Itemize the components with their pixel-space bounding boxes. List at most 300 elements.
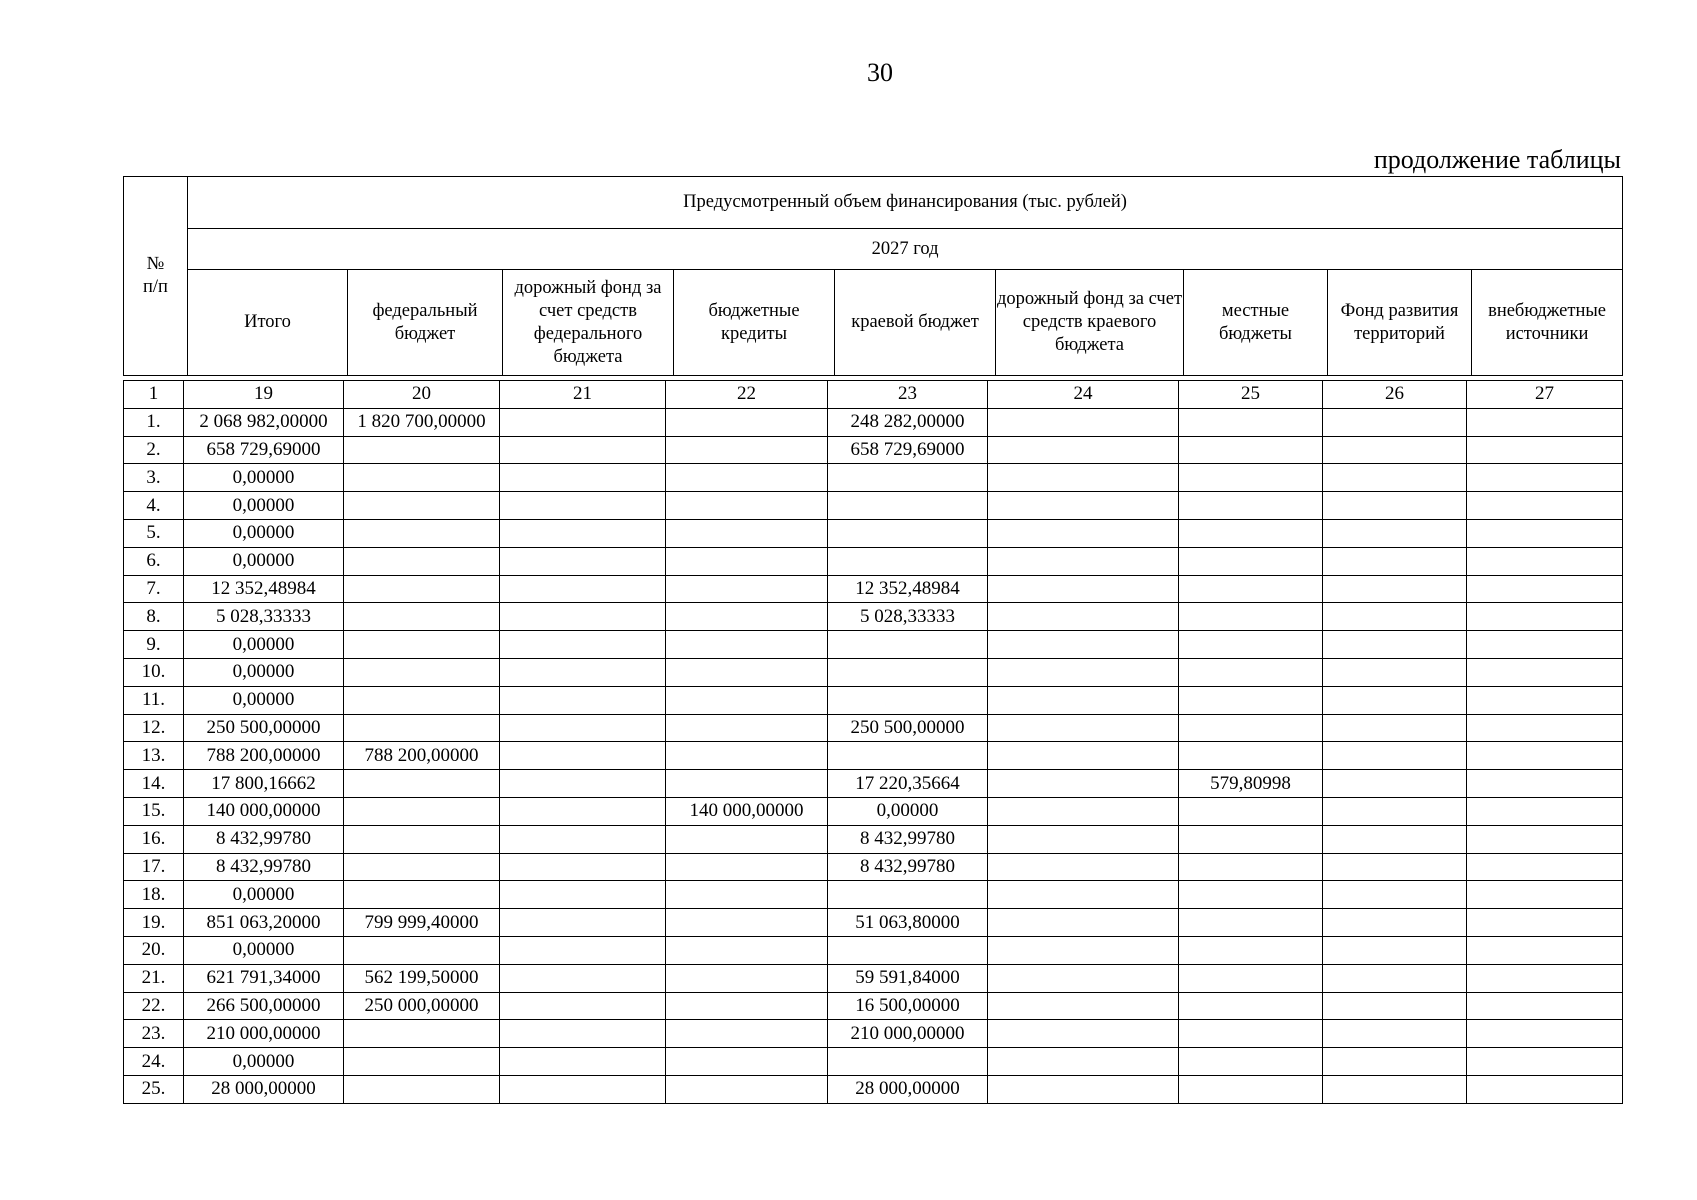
value-cell	[1179, 519, 1323, 547]
value-cell	[344, 1020, 500, 1048]
value-cell	[1179, 686, 1323, 714]
value-cell	[344, 631, 500, 659]
value-cell	[1323, 658, 1467, 686]
value-cell	[1323, 853, 1467, 881]
row-number-cell: 2.	[124, 436, 184, 464]
row-number-cell: 6.	[124, 547, 184, 575]
table-row	[124, 742, 1623, 770]
value-cell: 0,00000	[184, 936, 344, 964]
value-cell	[666, 992, 828, 1020]
value-cell	[666, 631, 828, 659]
value-cell	[1179, 464, 1323, 492]
value-cell	[666, 519, 828, 547]
header-col-local: местные бюджеты	[1184, 270, 1328, 376]
table-row	[124, 1048, 1623, 1076]
value-cell	[500, 992, 666, 1020]
value-cell: 579,80998	[1179, 770, 1323, 798]
value-cell	[344, 797, 500, 825]
value-cell	[500, 436, 666, 464]
value-cell	[828, 742, 988, 770]
value-cell	[828, 519, 988, 547]
value-cell: 250 500,00000	[184, 714, 344, 742]
value-cell	[1323, 770, 1467, 798]
value-cell: 12 352,48984	[184, 575, 344, 603]
value-cell: 5 028,33333	[828, 603, 988, 631]
value-cell	[500, 714, 666, 742]
value-cell: 8 432,99780	[828, 853, 988, 881]
value-cell: 28 000,00000	[184, 1075, 344, 1103]
value-cell: 28 000,00000	[828, 1075, 988, 1103]
value-cell: 12 352,48984	[828, 575, 988, 603]
value-cell: 851 063,20000	[184, 909, 344, 937]
row-number-cell: 25.	[124, 1075, 184, 1103]
value-cell	[1179, 909, 1323, 937]
value-cell	[666, 575, 828, 603]
value-cell	[500, 464, 666, 492]
value-cell: 210 000,00000	[828, 1020, 988, 1048]
value-cell: 0,00000	[828, 797, 988, 825]
value-cell	[1467, 825, 1623, 853]
value-cell	[1323, 547, 1467, 575]
value-cell	[1467, 408, 1623, 436]
value-cell: 27	[1467, 381, 1623, 409]
table-header	[123, 176, 1623, 376]
value-cell	[666, 603, 828, 631]
value-cell	[988, 909, 1179, 937]
value-cell	[1467, 1020, 1623, 1048]
table-row	[124, 909, 1623, 937]
value-cell	[988, 770, 1179, 798]
table-row	[124, 825, 1623, 853]
value-cell	[500, 519, 666, 547]
header-col-budget-credits: бюджетные кредиты	[674, 270, 835, 376]
value-cell	[344, 1075, 500, 1103]
value-cell	[500, 964, 666, 992]
value-cell	[666, 492, 828, 520]
value-cell	[500, 825, 666, 853]
value-cell	[1323, 436, 1467, 464]
value-cell	[1467, 519, 1623, 547]
value-cell	[1323, 825, 1467, 853]
value-cell: 8 432,99780	[184, 825, 344, 853]
value-cell	[666, 464, 828, 492]
value-cell	[988, 742, 1179, 770]
value-cell	[1467, 436, 1623, 464]
value-cell	[1323, 992, 1467, 1020]
value-cell: 0,00000	[184, 492, 344, 520]
value-cell: 1 820 700,00000	[344, 408, 500, 436]
table-row	[124, 936, 1623, 964]
header-col-regional: краевой бюджет	[835, 270, 996, 376]
value-cell	[500, 492, 666, 520]
value-cell	[344, 825, 500, 853]
row-number-cell: 8.	[124, 603, 184, 631]
row-number-cell: 22.	[124, 992, 184, 1020]
value-cell	[344, 881, 500, 909]
value-cell: 658 729,69000	[828, 436, 988, 464]
table-row	[124, 797, 1623, 825]
value-cell	[500, 936, 666, 964]
value-cell	[988, 881, 1179, 909]
value-cell	[1323, 1075, 1467, 1103]
table-row	[124, 964, 1623, 992]
page-number: 30	[867, 58, 893, 87]
table-row	[124, 881, 1623, 909]
value-cell	[344, 658, 500, 686]
value-cell: 248 282,00000	[828, 408, 988, 436]
value-cell	[500, 686, 666, 714]
value-cell	[500, 408, 666, 436]
value-cell	[828, 547, 988, 575]
column-numbers-row	[124, 381, 1623, 409]
value-cell	[500, 1020, 666, 1048]
value-cell	[988, 603, 1179, 631]
header-col-extrabudgetary: внебюджетные источники	[1472, 270, 1623, 376]
value-cell	[344, 1048, 500, 1076]
value-cell: 17 800,16662	[184, 770, 344, 798]
row-number-cell: 11.	[124, 686, 184, 714]
value-cell: 24	[988, 381, 1179, 409]
value-cell	[666, 1020, 828, 1048]
value-cell: 210 000,00000	[184, 1020, 344, 1048]
table-row	[124, 603, 1623, 631]
value-cell: 22	[666, 381, 828, 409]
value-cell	[500, 658, 666, 686]
value-cell	[1179, 408, 1323, 436]
value-cell	[666, 436, 828, 464]
row-number-cell: 5.	[124, 519, 184, 547]
value-cell: 16 500,00000	[828, 992, 988, 1020]
value-cell	[828, 492, 988, 520]
row-number-cell: 12.	[124, 714, 184, 742]
value-cell	[1467, 853, 1623, 881]
value-cell	[1323, 408, 1467, 436]
value-cell	[500, 770, 666, 798]
value-cell	[1179, 936, 1323, 964]
value-cell	[1467, 742, 1623, 770]
value-cell: 8 432,99780	[184, 853, 344, 881]
value-cell	[344, 436, 500, 464]
value-cell	[1179, 658, 1323, 686]
header-col-road-fund-regional: дорожный фонд за счет средств краевого бюджета	[996, 270, 1184, 376]
value-cell	[1179, 742, 1323, 770]
value-cell	[500, 909, 666, 937]
header-financing: Предусмотренный объем финансирования (тыс. рублей)	[188, 177, 1623, 229]
table-row	[124, 492, 1623, 520]
value-cell: 562 199,50000	[344, 964, 500, 992]
value-cell	[1467, 1075, 1623, 1103]
row-number-cell: 1	[124, 381, 184, 409]
value-cell	[344, 603, 500, 631]
row-number-cell: 10.	[124, 658, 184, 686]
value-cell	[988, 936, 1179, 964]
value-cell	[500, 797, 666, 825]
row-number-cell: 23.	[124, 1020, 184, 1048]
value-cell	[1323, 742, 1467, 770]
value-cell	[666, 1075, 828, 1103]
value-cell	[1467, 936, 1623, 964]
value-cell	[1179, 881, 1323, 909]
table-row	[124, 436, 1623, 464]
row-number-cell: 1.	[124, 408, 184, 436]
table-row	[124, 1020, 1623, 1048]
value-cell: 19	[184, 381, 344, 409]
value-cell	[988, 519, 1179, 547]
row-number-cell: 18.	[124, 881, 184, 909]
value-cell	[666, 742, 828, 770]
value-cell: 0,00000	[184, 519, 344, 547]
value-cell	[1179, 714, 1323, 742]
value-cell	[1179, 964, 1323, 992]
value-cell	[1179, 547, 1323, 575]
value-cell	[344, 464, 500, 492]
row-number-cell: 20.	[124, 936, 184, 964]
value-cell	[1323, 492, 1467, 520]
table-row	[124, 686, 1623, 714]
value-cell	[666, 1048, 828, 1076]
value-cell	[988, 1020, 1179, 1048]
value-cell	[344, 936, 500, 964]
value-cell: 0,00000	[184, 464, 344, 492]
value-cell	[828, 1048, 988, 1076]
value-cell	[500, 853, 666, 881]
value-cell	[828, 658, 988, 686]
value-cell	[1467, 714, 1623, 742]
header-col-total: Итого	[188, 270, 348, 376]
value-cell	[1323, 1020, 1467, 1048]
row-number-cell: 7.	[124, 575, 184, 603]
header-col-road-fund-federal: дорожный фонд за счет средств федерального бюджета	[503, 270, 674, 376]
value-cell	[988, 631, 1179, 659]
table-row	[124, 408, 1623, 436]
value-cell: 8 432,99780	[828, 825, 988, 853]
value-cell	[1323, 714, 1467, 742]
row-number-cell: 3.	[124, 464, 184, 492]
header-row-number: № п/п	[124, 177, 188, 376]
value-cell	[344, 714, 500, 742]
value-cell	[1467, 575, 1623, 603]
value-cell	[988, 797, 1179, 825]
value-cell	[1179, 853, 1323, 881]
value-cell	[1179, 797, 1323, 825]
value-cell: 0,00000	[184, 1048, 344, 1076]
value-cell	[500, 631, 666, 659]
row-number-cell: 14.	[124, 770, 184, 798]
value-cell: 250 500,00000	[828, 714, 988, 742]
row-number-cell: 4.	[124, 492, 184, 520]
value-cell: 23	[828, 381, 988, 409]
value-cell	[666, 547, 828, 575]
value-cell: 20	[344, 381, 500, 409]
value-cell	[1323, 936, 1467, 964]
table-row	[124, 575, 1623, 603]
value-cell	[988, 853, 1179, 881]
value-cell	[1467, 770, 1623, 798]
value-cell	[988, 658, 1179, 686]
row-number-cell: 19.	[124, 909, 184, 937]
value-cell	[1179, 1075, 1323, 1103]
row-number-cell: 13.	[124, 742, 184, 770]
value-cell: 0,00000	[184, 631, 344, 659]
value-cell	[988, 686, 1179, 714]
value-cell	[988, 547, 1179, 575]
value-cell	[344, 575, 500, 603]
value-cell	[1323, 909, 1467, 937]
value-cell: 799 999,40000	[344, 909, 500, 937]
value-cell: 250 000,00000	[344, 992, 500, 1020]
value-cell	[666, 770, 828, 798]
table-row	[124, 519, 1623, 547]
value-cell	[344, 547, 500, 575]
value-cell	[1467, 909, 1623, 937]
value-cell	[500, 547, 666, 575]
value-cell	[1179, 492, 1323, 520]
row-number-cell: 17.	[124, 853, 184, 881]
value-cell	[500, 881, 666, 909]
value-cell	[666, 408, 828, 436]
table-continuation-label: продолжение таблицы	[1373, 145, 1621, 174]
value-cell	[666, 964, 828, 992]
value-cell	[344, 853, 500, 881]
header-col-federal: федеральный бюджет	[348, 270, 503, 376]
data-table	[123, 380, 1623, 1104]
value-cell	[1467, 603, 1623, 631]
value-cell: 788 200,00000	[184, 742, 344, 770]
value-cell	[1179, 436, 1323, 464]
value-cell	[988, 492, 1179, 520]
value-cell: 266 500,00000	[184, 992, 344, 1020]
value-cell	[988, 1075, 1179, 1103]
header-year: 2027 год	[188, 229, 1623, 270]
table-row	[124, 853, 1623, 881]
value-cell	[344, 519, 500, 547]
value-cell	[666, 825, 828, 853]
value-cell	[666, 909, 828, 937]
value-cell	[1179, 825, 1323, 853]
value-cell	[1179, 575, 1323, 603]
value-cell	[828, 936, 988, 964]
value-cell	[1179, 992, 1323, 1020]
value-cell: 5 028,33333	[184, 603, 344, 631]
value-cell	[1323, 964, 1467, 992]
table-row	[124, 464, 1623, 492]
value-cell: 621 791,34000	[184, 964, 344, 992]
value-cell	[500, 1048, 666, 1076]
value-cell	[500, 742, 666, 770]
value-cell: 658 729,69000	[184, 436, 344, 464]
value-cell	[1467, 1048, 1623, 1076]
value-cell	[1467, 686, 1623, 714]
value-cell	[666, 936, 828, 964]
value-cell	[1467, 992, 1623, 1020]
value-cell: 17 220,35664	[828, 770, 988, 798]
value-cell	[1179, 1048, 1323, 1076]
value-cell	[988, 464, 1179, 492]
value-cell	[988, 408, 1179, 436]
value-cell	[1179, 631, 1323, 659]
value-cell	[988, 992, 1179, 1020]
value-cell	[500, 1075, 666, 1103]
value-cell: 2 068 982,00000	[184, 408, 344, 436]
value-cell	[1179, 603, 1323, 631]
value-cell: 51 063,80000	[828, 909, 988, 937]
value-cell: 0,00000	[184, 686, 344, 714]
value-cell: 25	[1179, 381, 1323, 409]
value-cell	[1467, 964, 1623, 992]
value-cell	[344, 686, 500, 714]
value-cell	[666, 686, 828, 714]
value-cell	[500, 603, 666, 631]
value-cell: 59 591,84000	[828, 964, 988, 992]
value-cell: 21	[500, 381, 666, 409]
value-cell	[828, 881, 988, 909]
value-cell	[1323, 1048, 1467, 1076]
row-number-cell: 15.	[124, 797, 184, 825]
value-cell	[988, 964, 1179, 992]
value-cell: 0,00000	[184, 547, 344, 575]
value-cell	[1323, 631, 1467, 659]
value-cell	[988, 1048, 1179, 1076]
value-cell	[988, 714, 1179, 742]
row-number-cell: 24.	[124, 1048, 184, 1076]
value-cell	[828, 686, 988, 714]
value-cell	[1467, 631, 1623, 659]
value-cell	[1323, 575, 1467, 603]
value-cell	[344, 492, 500, 520]
value-cell	[666, 714, 828, 742]
value-cell	[1467, 464, 1623, 492]
header-col-territory-fund: Фонд развития территорий	[1328, 270, 1472, 376]
table-row	[124, 631, 1623, 659]
table-row	[124, 547, 1623, 575]
value-cell	[1323, 603, 1467, 631]
value-cell	[1467, 547, 1623, 575]
value-cell	[1323, 464, 1467, 492]
value-cell: 0,00000	[184, 658, 344, 686]
value-cell	[1467, 492, 1623, 520]
row-number-cell: 9.	[124, 631, 184, 659]
value-cell: 26	[1323, 381, 1467, 409]
value-cell	[1467, 658, 1623, 686]
value-cell	[1179, 1020, 1323, 1048]
value-cell	[344, 770, 500, 798]
value-cell	[666, 881, 828, 909]
value-cell	[988, 825, 1179, 853]
value-cell	[666, 853, 828, 881]
table-row	[124, 992, 1623, 1020]
value-cell	[1323, 686, 1467, 714]
value-cell: 140 000,00000	[666, 797, 828, 825]
table-row	[124, 1075, 1623, 1103]
value-cell	[988, 436, 1179, 464]
table-row	[124, 770, 1623, 798]
value-cell	[1467, 881, 1623, 909]
row-number-cell: 21.	[124, 964, 184, 992]
value-cell	[1467, 797, 1623, 825]
value-cell	[1323, 519, 1467, 547]
value-cell	[988, 575, 1179, 603]
value-cell: 788 200,00000	[344, 742, 500, 770]
row-number-cell: 16.	[124, 825, 184, 853]
value-cell	[1323, 881, 1467, 909]
value-cell	[1323, 797, 1467, 825]
table-row	[124, 658, 1623, 686]
value-cell	[666, 658, 828, 686]
value-cell: 140 000,00000	[184, 797, 344, 825]
value-cell	[500, 575, 666, 603]
value-cell	[828, 631, 988, 659]
value-cell: 0,00000	[184, 881, 344, 909]
